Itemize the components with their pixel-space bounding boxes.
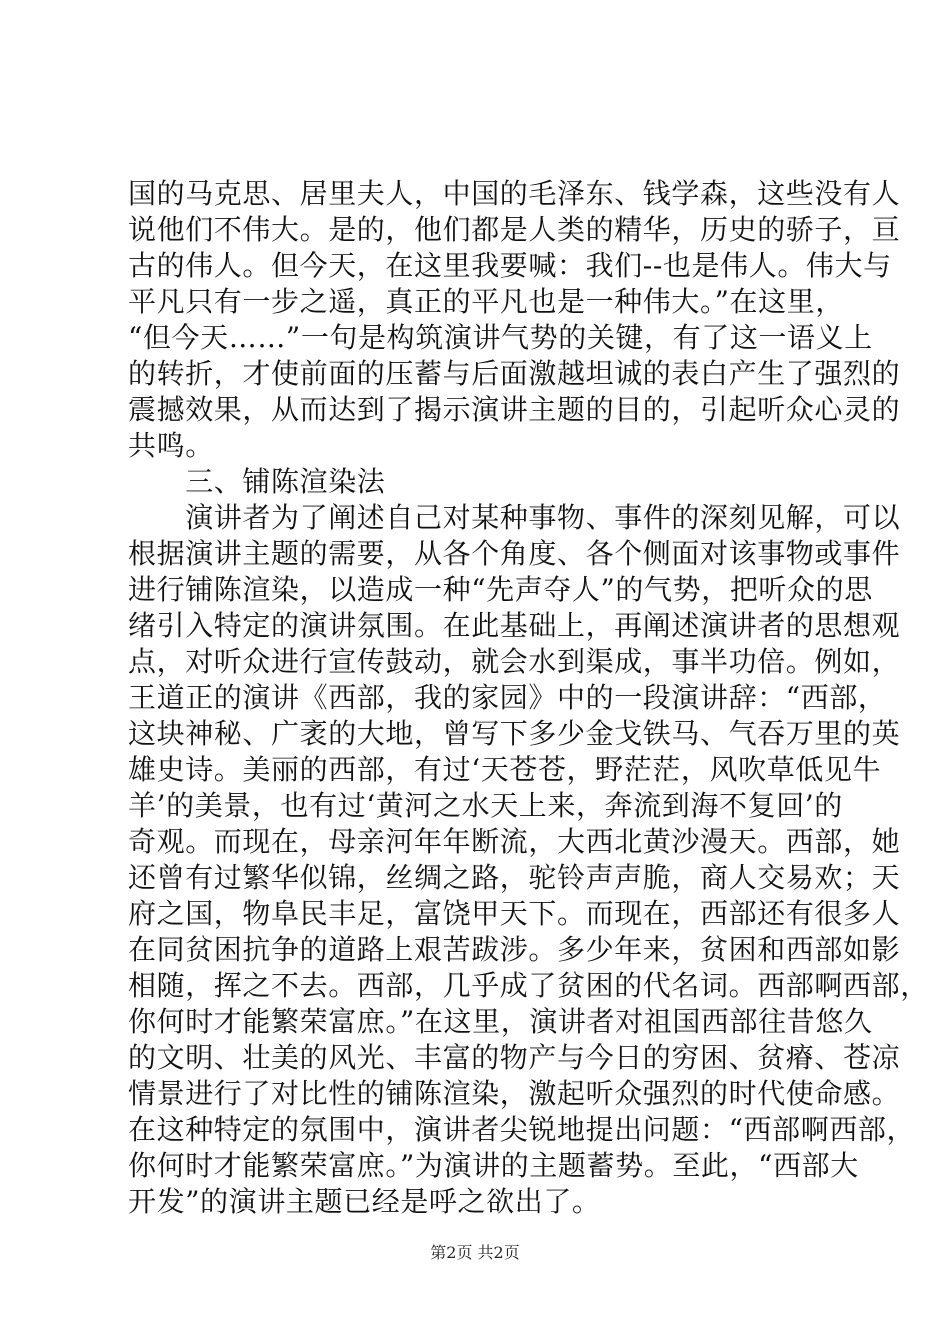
text-line: 绪引入特定的演讲氛围。在此基础上，再阐述演讲者的思想观 <box>128 609 901 642</box>
text-line: 国的马克思、居里夫人，中国的毛泽东、钱学森，这些没有人 <box>128 177 901 210</box>
text-line: 在同贫困抗争的道路上艰苦跋涉。多少年来，贫困和西部如影 <box>128 933 901 966</box>
text-line: 的转折，才使前面的压蓄与后面激越坦诚的表白产生了强烈的 <box>128 357 901 390</box>
text-line: “但今天……”一句是构筑演讲气势的关键，有了这一语义上 <box>128 321 873 354</box>
text-line: 府之国，物阜民丰足，富饶甲天下。而现在，西部还有很多人 <box>128 897 901 930</box>
text-line: 平凡只有一步之遥，真正的平凡也是一种伟大。”在这里， <box>128 285 844 318</box>
text-line: 相随，挥之不去。西部，几乎成了贫困的代名词。西部啊西部， <box>128 969 929 1002</box>
page-number-footer: 第2页 共2页 <box>430 1243 520 1262</box>
text-line: 震撼效果，从而达到了揭示演讲主题的目的，引起听众心灵的 <box>128 393 901 426</box>
text-line: 雄史诗。美丽的西部，有过‘天苍苍，野茫茫，风吹草低见牛 <box>128 753 882 786</box>
text-line: 奇观。而现在，母亲河年年断流，大西北黄沙漫天。西部，她 <box>128 825 901 858</box>
text-line: 这块神秘、广袤的大地，曾写下多少金戈铁马、气吞万里的英 <box>128 717 901 750</box>
section-heading: 三、铺陈渲染法 <box>128 465 386 498</box>
text-line: 共鸣。 <box>128 429 214 462</box>
text-line: 你何时才能繁荣富庶。”在这里，演讲者对祖国西部往昔悠久 <box>128 1005 873 1038</box>
text-line: 开发”的演讲主题已经是呼之欲出了。 <box>128 1185 601 1218</box>
text-line: 在这种特定的氛围中，演讲者尖锐地提出问题：“西部啊西部， <box>128 1113 916 1146</box>
text-line: 根据演讲主题的需要，从各个角度、各个侧面对该事物或事件 <box>128 537 901 570</box>
text-line: 说他们不伟大。是的，他们都是人类的精华，历史的骄子，亘 <box>128 213 901 246</box>
text-line: 古的伟人。但今天，在这里我要喊：我们--也是伟人。伟大与 <box>128 249 892 282</box>
text-line: 点，对听众进行宣传鼓动，就会水到渠成，事半功倍。例如， <box>128 645 901 678</box>
text-line: 演讲者为了阐述自己对某种事物、事件的深刻见解，可以 <box>128 501 901 534</box>
text-line: 还曾有过繁华似锦，丝绸之路，驼铃声声脆，商人交易欢；天 <box>128 861 901 894</box>
text-line: 你何时才能繁荣富庶。”为演讲的主题蓄势。至此，“西部大 <box>128 1149 859 1182</box>
text-line: 情景进行了对比性的铺陈渲染，激起听众强烈的时代使命感。 <box>128 1077 901 1110</box>
text-line: 王道正的演讲《西部，我的家园》中的一段演讲辞：“西部， <box>128 681 887 714</box>
text-line: 羊’的美景，也有过‘黄河之水天上来，奔流到海不复回’的 <box>128 789 843 822</box>
text-line: 进行铺陈渲染，以造成一种“先声夺人”的气势，把听众的思 <box>128 573 873 606</box>
text-line: 的文明、壮美的风光、丰富的物产与今日的穷困、贫瘠、苍凉 <box>128 1041 901 1074</box>
document-body <box>128 176 929 1220</box>
